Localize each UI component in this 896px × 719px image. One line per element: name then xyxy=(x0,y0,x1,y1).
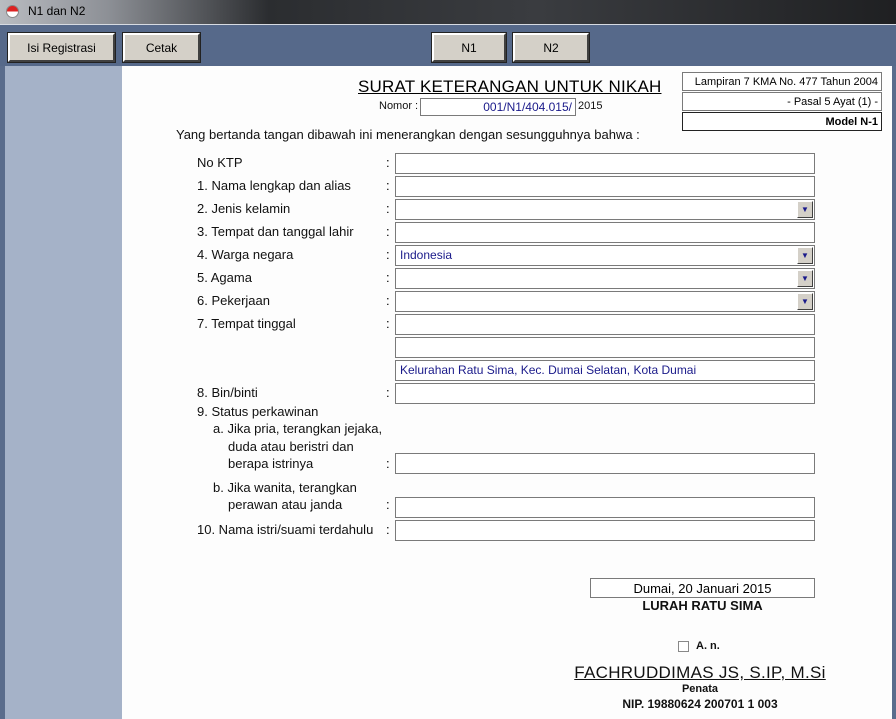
status-b-line2: perawan atau janda xyxy=(228,497,343,512)
cetak-button[interactable]: Cetak xyxy=(123,33,200,62)
colon: : xyxy=(386,456,390,471)
n1-button[interactable]: N1 xyxy=(432,33,506,62)
status-label: 9. Status perkawinan xyxy=(197,404,319,419)
status-a-line3: berapa istrinya xyxy=(228,456,314,471)
lampiran-box: Lampiran 7 KMA No. 477 Tahun 2004 xyxy=(682,72,882,91)
status-a-line1: a. Jika pria, terangkan jejaka, xyxy=(213,421,383,436)
app-icon xyxy=(6,5,19,18)
dropdown-arrow-icon[interactable]: ▼ xyxy=(797,270,813,287)
bin-binti-label: 8. Bin/binti xyxy=(197,385,258,400)
status-a-input[interactable] xyxy=(395,453,815,474)
document-title: SURAT KETERANGAN UNTUK NIKAH xyxy=(358,77,662,96)
bin-binti-input[interactable] xyxy=(395,383,815,404)
jabatan-label: LURAH RATU SIMA xyxy=(642,598,763,613)
agama-label: 5. Agama xyxy=(197,270,252,285)
date-input[interactable]: Dumai, 20 Januari 2015 xyxy=(590,578,815,598)
colon: : xyxy=(386,293,390,308)
an-checkbox[interactable] xyxy=(678,641,689,652)
istri-suami-label: 10. Nama istri/suami terdahulu xyxy=(197,522,374,537)
colon: : xyxy=(386,385,390,400)
nama-label: 1. Nama lengkap dan alias xyxy=(197,178,351,193)
colon: : xyxy=(386,497,390,512)
title-bar xyxy=(0,0,896,24)
colon: : xyxy=(386,224,390,239)
status-b-line1: b. Jika wanita, terangkan xyxy=(213,480,357,495)
ttl-input[interactable] xyxy=(395,222,815,243)
n2-button[interactable]: N2 xyxy=(513,33,589,62)
dropdown-arrow-icon[interactable]: ▼ xyxy=(797,293,813,310)
warga-negara-value: Indonesia xyxy=(400,248,453,262)
pekerjaan-select[interactable] xyxy=(395,291,815,312)
pasal-box: - Pasal 5 Ayat (1) - xyxy=(682,92,882,111)
nip-label: NIP. 19880624 200701 1 003 xyxy=(622,697,778,711)
signatory-name: FACHRUDDIMAS JS, S.IP, M.Si xyxy=(574,663,826,682)
status-b-input[interactable] xyxy=(395,497,815,518)
colon: : xyxy=(386,201,390,216)
isi-registrasi-button[interactable]: Isi Registrasi xyxy=(8,33,115,62)
ttl-label: 3. Tempat dan tanggal lahir xyxy=(197,224,354,239)
pangkat-label: Penata xyxy=(681,683,719,695)
tempat-tinggal-label: 7. Tempat tinggal xyxy=(197,316,296,331)
nomor-year: 2015 xyxy=(578,100,603,112)
colon: : xyxy=(386,178,390,193)
an-label: A. n. xyxy=(696,640,720,652)
agama-select[interactable] xyxy=(395,268,815,289)
model-box: Model N-1 xyxy=(682,112,882,131)
tempat-tinggal-input-2[interactable] xyxy=(395,337,815,358)
status-a-line2: duda atau beristri dan xyxy=(228,439,354,454)
dropdown-arrow-icon[interactable]: ▼ xyxy=(797,201,813,218)
pekerjaan-label: 6. Pekerjaan xyxy=(197,293,270,308)
jenis-kelamin-select[interactable] xyxy=(395,199,815,220)
jenis-kelamin-label: 2. Jenis kelamin xyxy=(197,201,291,216)
tempat-tinggal-input-3[interactable]: Kelurahan Ratu Sima, Kec. Dumai Selatan, Kota Dumai xyxy=(395,360,815,381)
nama-input[interactable] xyxy=(395,176,815,197)
colon: : xyxy=(386,155,390,170)
warga-negara-select[interactable] xyxy=(395,245,815,266)
istri-suami-input[interactable] xyxy=(395,520,815,541)
nomor-label: Nomor : xyxy=(379,100,419,112)
toolbar xyxy=(0,24,896,66)
warga-negara-label: 4. Warga negara xyxy=(197,247,294,262)
colon: : xyxy=(386,522,390,537)
colon: : xyxy=(386,316,390,331)
left-panel xyxy=(5,66,122,719)
no-ktp-label: No KTP xyxy=(197,155,243,170)
colon: : xyxy=(386,247,390,262)
dropdown-arrow-icon[interactable]: ▼ xyxy=(797,247,813,264)
tempat-tinggal-input-1[interactable] xyxy=(395,314,815,335)
intro-text: Yang bertanda tangan dibawah ini menerangkan dengan sesungguhnya bahwa : xyxy=(176,127,640,142)
nomor-input[interactable]: 001/N1/404.015/ xyxy=(420,98,576,116)
window-title: N1 dan N2 xyxy=(28,4,86,18)
no-ktp-input[interactable] xyxy=(395,153,815,174)
colon: : xyxy=(386,270,390,285)
